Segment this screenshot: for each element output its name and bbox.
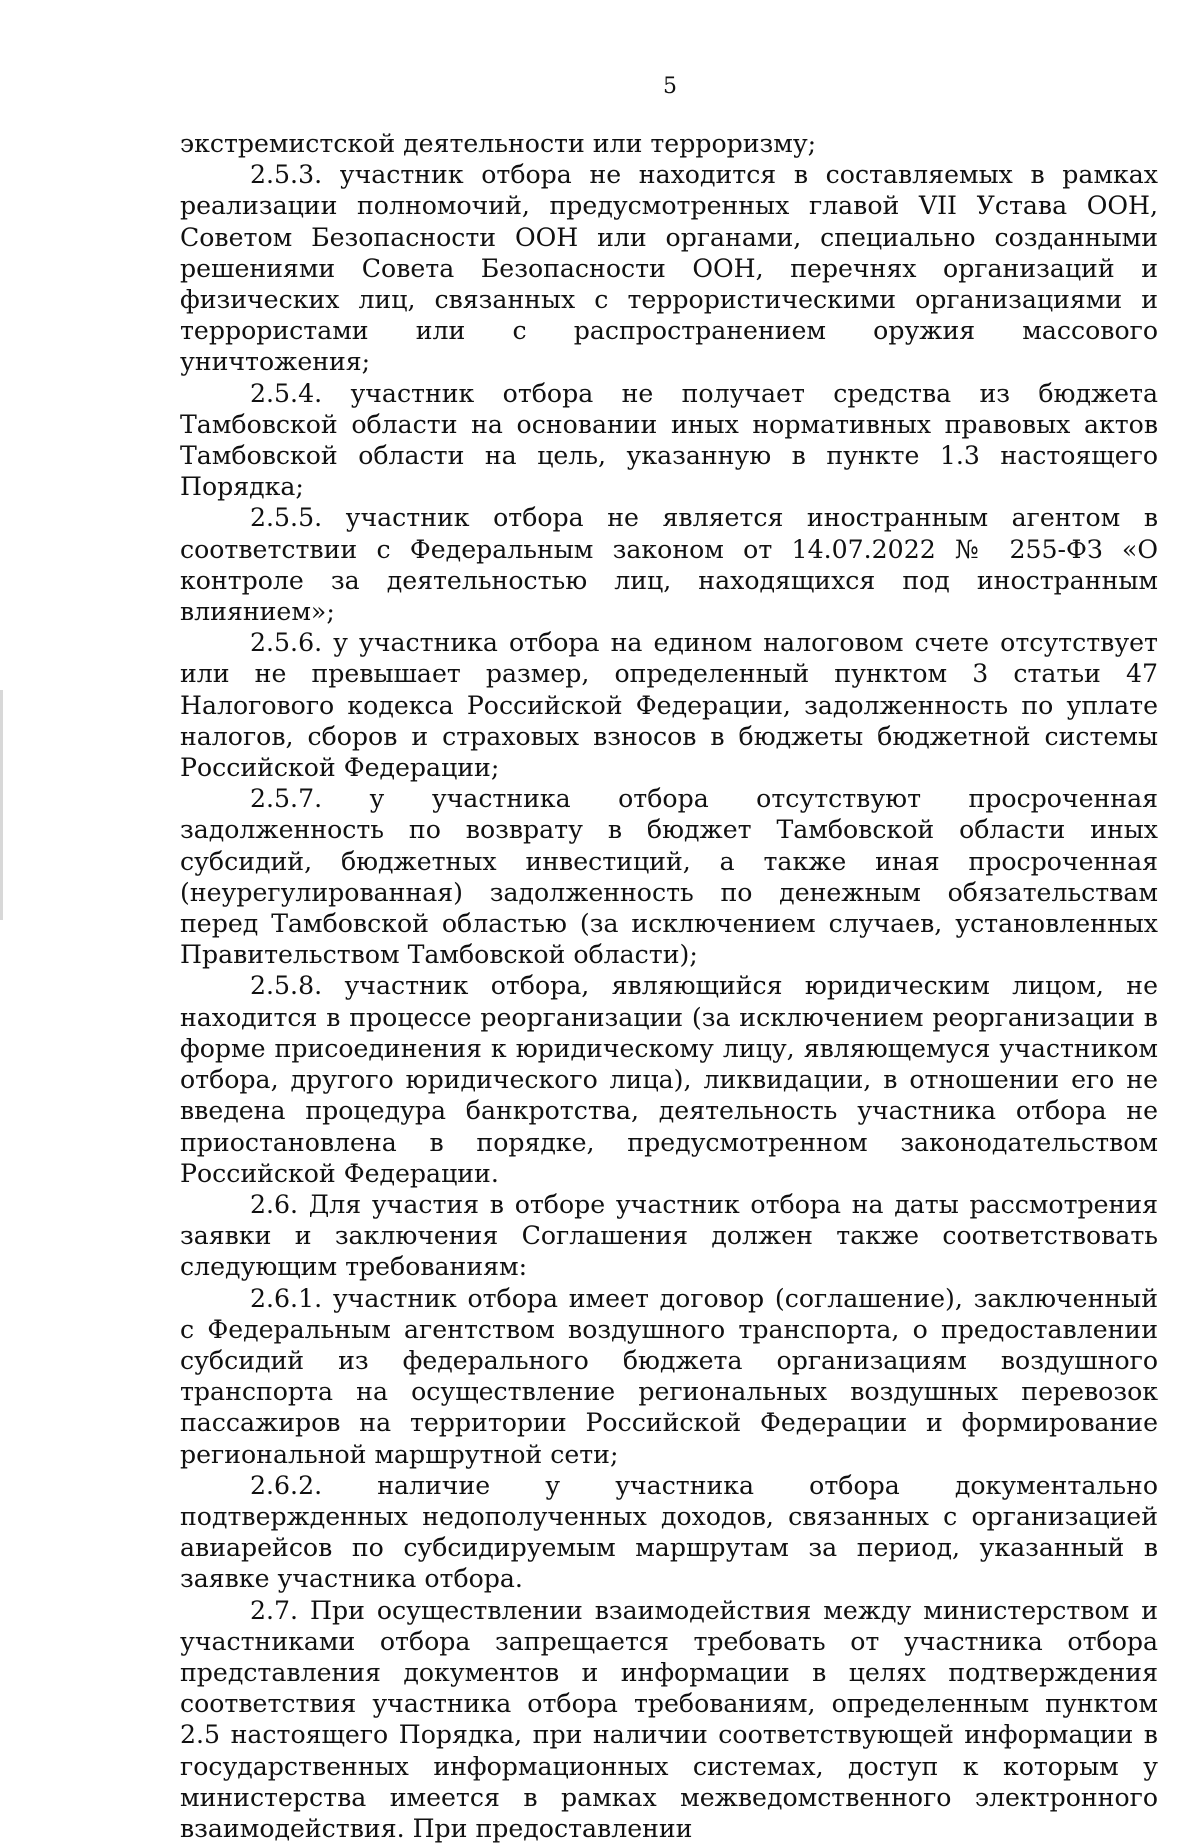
paragraph-2-5-4: 2.5.4. участник отбора не получает средства из бюджета Тамбовской области на основании иных нормативных правовых актов Тамбовской области на цель, указанную в пункте 1.3 настоящего Порядка; bbox=[180, 378, 1158, 502]
paragraph-2-5-8: 2.5.8. участник отбора, являющийся юридическим лицом, не находится в процессе реорганизации (за исключением реорганизации в форме присоединения к юридическому лицу, являющемуся участником отбора, другого юридического лица), ликвидации, в отношении его не введена процедура банкротства, деятельность участника отбора не приостановлена в порядке, предусмотренном законодательством Российской Федерации. bbox=[180, 971, 1158, 1188]
paragraph-continuation: экстремистской деятельности или терроризму; bbox=[180, 129, 817, 158]
paragraph-2-6-1: 2.6.1. участник отбора имеет договор (соглашение), заключенный с Федеральным агентством воздушного транспорта, о предоставлении субсидий из федерального бюджета организациям воздушного транспорта на осуществление региональных воздушных перевозок пассажиров на территории Российской Федерации и формирование региональной маршрутной сети; bbox=[180, 1283, 1158, 1469]
paragraph-2-5-5: 2.5.5. участник отбора не является иностранным агентом в соответствии с Федеральным законом от 14.07.2022 № 255-ФЗ «О контроле за деятельностью лиц, находящихся под иностранным влиянием»; bbox=[180, 503, 1158, 627]
paragraph-2-6-2: 2.6.2. наличие у участника отбора документально подтвержденных недополученных доходов, связанных с организацией авиарейсов по субсидируемым маршрутам за период, указанный в заявке участника отбора. bbox=[180, 1470, 1158, 1594]
paragraph-2-7: 2.7. При осуществлении взаимодействия между министерством и участниками отбора запрещается требовать от участника отбора представления документов и информации в целях подтверждения соответствия участника отбора требованиям, определенным пунктом 2.5 настоящего Порядка, при наличии соответствующей информации в государственных информационных системах, доступ к которым у министерства имеется в рамках межведомственного электронного взаимодействия. При предоставлении bbox=[180, 1595, 1158, 1843]
scan-edge-mark bbox=[0, 690, 3, 920]
document-body bbox=[180, 128, 1158, 1844]
paragraph-2-5-3: 2.5.3. участник отбора не находится в составляемых в рамках реализации полномочий, предусмотренных главой VII Устава ООН, Советом Безопасности ООН или органами, специально созданными решениями Совета Безопасности ООН, перечнях организаций и физических лиц, связанных с террористическими организациями и террористами или с распространением оружия массового уничтожения; bbox=[180, 160, 1158, 377]
paragraph-2-5-6: 2.5.6. у участника отбора на едином налоговом счете отсутствует или не превышает размер, определенный пунктом 3 статьи 47 Налогового кодекса Российской Федерации, задолженность по уплате налогов, сборов и страховых взносов в бюджеты бюджетной системы Российской Федерации; bbox=[180, 628, 1158, 783]
paragraph-2-6: 2.6. Для участия в отборе участник отбора на даты рассмотрения заявки и заключения Соглашения должен также соответствовать следующим требованиям: bbox=[180, 1189, 1158, 1282]
paragraph-2-5-7: 2.5.7. у участника отбора отсутствуют просроченная задолженность по возврату в бюджет Тамбовской области иных субсидий, бюджетных инвестиций, а также иная просроченная (неурегулированная) задолженность по денежным обязательствам перед Тамбовской областью (за исключением случаев, установленных Правительством Тамбовской области); bbox=[180, 784, 1158, 970]
page-number: 5 bbox=[663, 74, 677, 99]
